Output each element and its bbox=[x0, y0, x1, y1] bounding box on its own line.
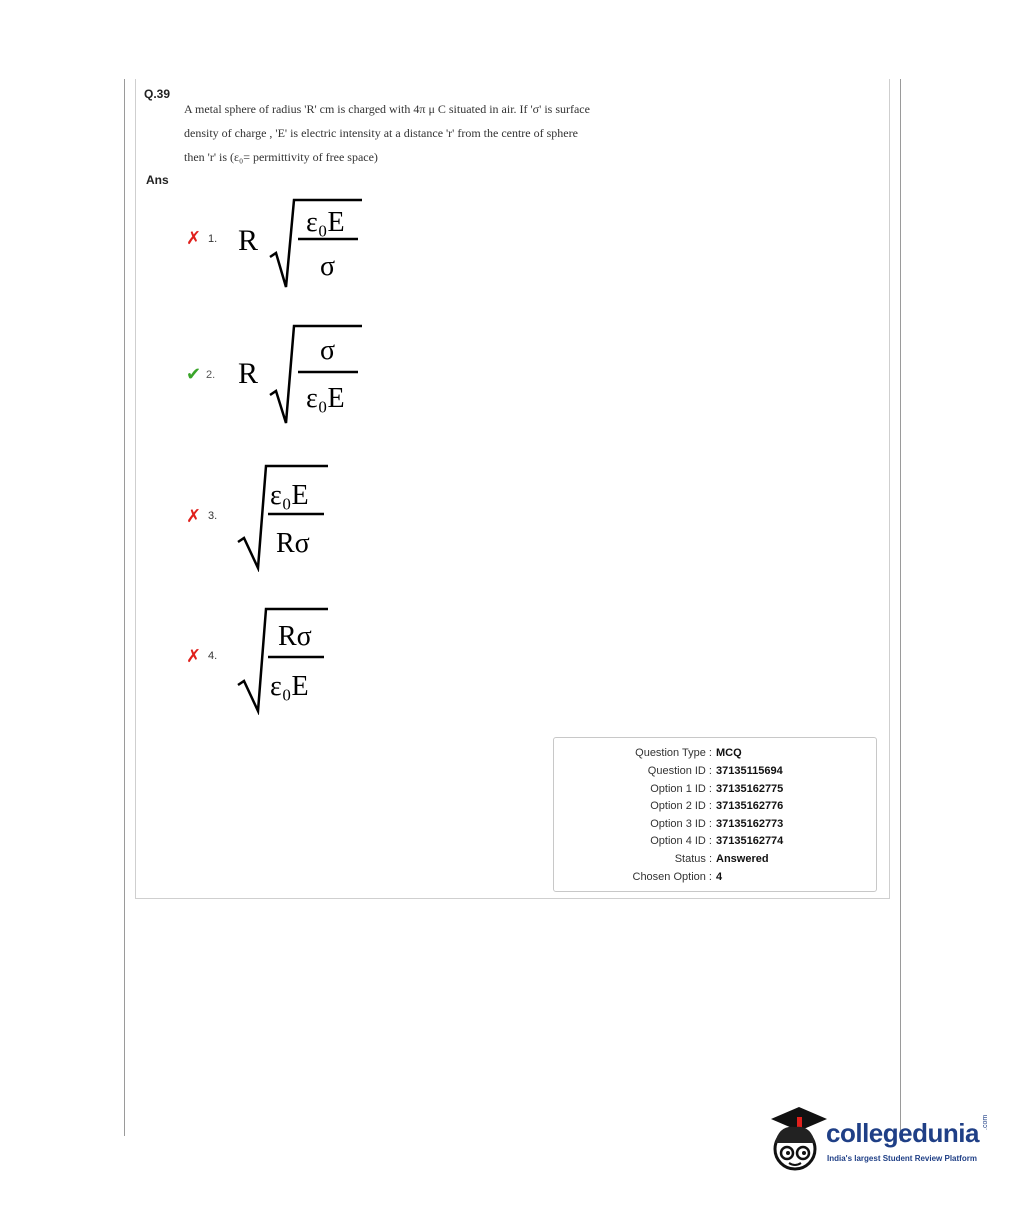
question-text bbox=[184, 97, 654, 169]
info-value: 37135162774 bbox=[716, 835, 784, 847]
info-value: 37135162773 bbox=[716, 818, 784, 830]
option-3[interactable] bbox=[186, 462, 386, 572]
option-3-denominator: Rσ bbox=[276, 528, 310, 559]
left-page-border bbox=[124, 79, 125, 1136]
ans-label: Ans bbox=[146, 173, 169, 187]
info-label: Option 1 ID : bbox=[650, 783, 712, 795]
option-2-numerator: σ bbox=[320, 335, 336, 366]
option-4-number: 4. bbox=[208, 650, 218, 662]
info-value: MCQ bbox=[716, 747, 742, 759]
logo-suffix: .com bbox=[982, 1114, 989, 1130]
option-3-number: 3. bbox=[208, 510, 218, 522]
info-label: Option 3 ID : bbox=[650, 818, 712, 830]
question-number: Q.39 bbox=[144, 87, 171, 101]
info-value: Answered bbox=[716, 853, 769, 865]
check-mark-icon: ✔ bbox=[186, 364, 202, 384]
info-row-chosen-option bbox=[554, 871, 723, 883]
question-info-panel bbox=[553, 737, 877, 892]
option-4-formula bbox=[236, 605, 396, 715]
option-2-prefix: R bbox=[238, 357, 259, 390]
info-label: Option 4 ID : bbox=[650, 835, 712, 847]
info-value: 37135115694 bbox=[716, 765, 783, 777]
info-label: Status : bbox=[674, 853, 712, 865]
collegedunia-mascot-icon bbox=[765, 1103, 829, 1183]
info-label: Option 2 ID : bbox=[650, 800, 712, 812]
info-row-option2-id bbox=[554, 800, 784, 812]
logo-tagline: India's largest Student Review Platform bbox=[827, 1154, 977, 1163]
question-line-3: then 'r' is (ε₀= permittivity of free space) bbox=[184, 150, 378, 164]
option-3-numerator: ε₀E bbox=[270, 480, 309, 511]
option-2-number: 2. bbox=[206, 369, 216, 381]
info-row-option3-id bbox=[554, 818, 784, 830]
option-1-formula bbox=[234, 195, 404, 295]
option-2-denominator: ε₀E bbox=[306, 383, 345, 414]
option-1[interactable] bbox=[186, 195, 386, 295]
info-row-question-id bbox=[554, 765, 783, 777]
option-1-number: 1. bbox=[208, 233, 218, 245]
wrong-mark-icon: ✗ bbox=[186, 646, 202, 666]
option-4[interactable] bbox=[186, 605, 386, 715]
info-value: 4 bbox=[716, 871, 723, 883]
question-line-2: density of charge , 'E' is electric intensity at a distance 'r' from the centre of sphere bbox=[184, 126, 578, 140]
info-row-option4-id bbox=[554, 835, 784, 847]
question-line-1: A metal sphere of radius 'R' cm is charged with 4π μ C situated in air. If 'σ' is surface bbox=[184, 102, 590, 116]
option-4-numerator: Rσ bbox=[278, 621, 312, 652]
info-row-question-type bbox=[554, 747, 742, 759]
option-2-formula bbox=[234, 323, 404, 428]
info-label: Question Type : bbox=[635, 747, 712, 759]
logo-wordmark: collegedunia bbox=[826, 1118, 979, 1148]
option-1-prefix: R bbox=[238, 224, 259, 257]
option-4-denominator: ε₀E bbox=[270, 671, 309, 702]
wrong-mark-icon: ✗ bbox=[186, 228, 202, 248]
option-3-formula bbox=[236, 462, 396, 572]
info-label: Question ID : bbox=[647, 765, 712, 777]
right-page-border bbox=[900, 79, 901, 1141]
wrong-mark-icon: ✗ bbox=[186, 506, 202, 526]
info-row-option1-id bbox=[554, 783, 784, 795]
info-value: 37135162775 bbox=[716, 783, 784, 795]
option-2[interactable] bbox=[186, 323, 386, 428]
info-row-status bbox=[554, 853, 769, 865]
option-1-denominator: σ bbox=[320, 251, 336, 282]
info-label: Chosen Option : bbox=[632, 871, 712, 883]
option-1-numerator: ε₀E bbox=[306, 207, 345, 238]
info-value: 37135162776 bbox=[716, 800, 784, 812]
